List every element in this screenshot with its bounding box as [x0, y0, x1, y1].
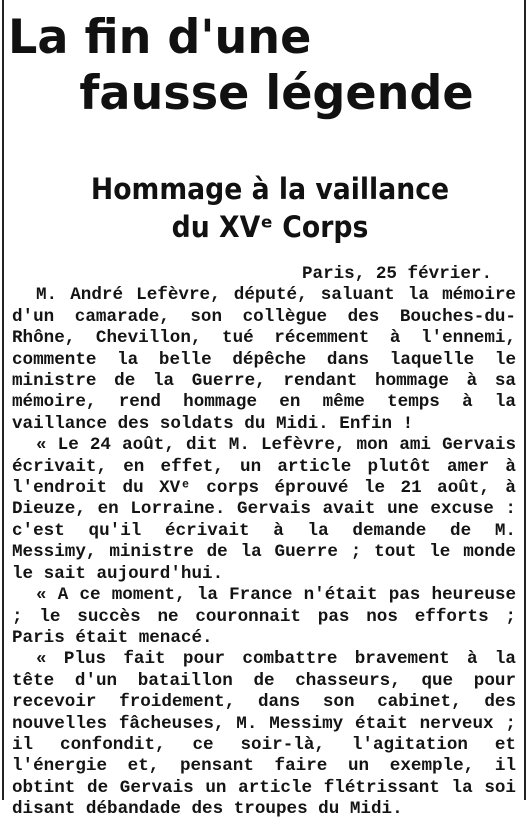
headline-line-1: La fin d'une [8, 10, 312, 65]
subheading-line-1: Hommage à la vaillance [90, 172, 450, 206]
subheading-line-2: du XVᵉ Corps [171, 210, 369, 244]
paragraph: « Plus fait pour combattre bravement à la tête d'un bataillon de chasseurs, que pour recevoir froidement, dans son cabinet, des nouvelles fâcheuses, M. Messimy était nerveux ; il confondit, ce soir-là, l'agitation et l'énergie et, pensant faire un exemple, il obtint de Gervais un article flétrissant la soi disant débandade des troupes du Midi. [12, 649, 516, 820]
article-subheading [58, 170, 481, 246]
paragraph: M. André Lefèvre, député, saluant la mémoire d'un camarade, son collègue des Bouches-du-Rhône, Chevillon, tué récemment à l'ennemi, commente la belle dépêche dans laquelle le ministre de la Guerre, rendant hommage à sa mémoire, rend hommage en même temps à la vaillance des soldats du Midi. Enfin ! [12, 285, 516, 434]
paragraph: « Le 24 août, dit M. Lefèvre, mon ami Gervais écrivait, en effet, un article plutôt amer à l'endroit du XVᵉ corps éprouvé le 21 août, à Dieuze, en Lorraine. Gervais avait une excuse : c'est qu'il écrivait à la demande de M. Messimy, ministre de la Guerre ; tout le monde le sait aujourd'hui. [12, 435, 516, 584]
right-column-rule [524, 0, 526, 800]
article-body [12, 264, 516, 821]
left-column-rule [2, 0, 4, 800]
article-headline [8, 10, 506, 122]
headline-line-2: fausse légende [79, 66, 474, 121]
paragraph: « A ce moment, la France n'était pas heureuse ; le succès ne couronnait pas nos efforts ; Paris était menacé. [12, 585, 516, 648]
dateline: Paris, 25 février. [301, 264, 492, 284]
